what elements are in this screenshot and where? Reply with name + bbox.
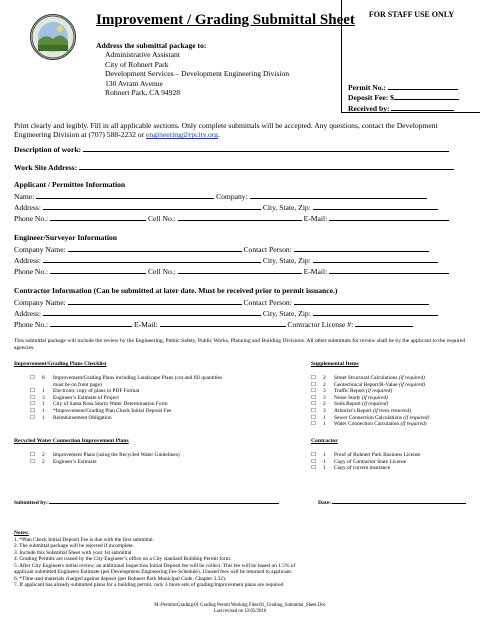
notes-section <box>14 530 469 589</box>
improvement-checklist-title: Improvement/Grading Plans Checklist <box>14 361 107 367</box>
submitted-by-field[interactable] <box>49 498 279 504</box>
phone-label: Phone No.: <box>14 267 49 276</box>
engineer-cell-field[interactable] <box>178 266 302 274</box>
checklist-item <box>30 408 230 415</box>
submitted-by-row <box>14 498 279 506</box>
note-item: 4. Grading Permits are issued by the City Engineer’s office on a City standard Building Permit form. <box>14 556 232 562</box>
address-line: 130 Avram Avenue <box>105 78 163 88</box>
item-note: (if required) <box>401 414 430 421</box>
checklist-item <box>30 459 230 466</box>
checkbox[interactable]: ☐ <box>30 414 36 421</box>
note-item: 7. If applicant has already submitted plans for a building permit, only 3 more sets of grading/improvement plans are required <box>14 582 284 588</box>
checkbox[interactable]: ☐ <box>311 401 317 408</box>
checkbox[interactable]: ☐ <box>311 465 317 472</box>
contractor-license-label: Contractor License #: <box>287 320 354 329</box>
item-quantity: 2 <box>42 452 45 458</box>
email-label: E-Mail: <box>303 267 328 276</box>
item-quantity: 2 <box>42 458 45 465</box>
date-row <box>318 498 466 506</box>
contractor-phone-row <box>14 319 413 329</box>
received-by-label: Received by: <box>348 103 390 113</box>
item-text: City of Santa Rosa Storm Water Determination Form <box>53 401 168 408</box>
item-text: Water Connection Calculation (if required) <box>334 421 427 428</box>
contractor-email-field[interactable] <box>160 319 286 327</box>
item-quantity: 3 <box>42 394 45 401</box>
permit-no-label: Permit No.: <box>348 83 386 92</box>
phone-label: Phone No.: <box>14 320 49 329</box>
address-label: Address the submittal package to: <box>96 41 207 50</box>
contractor-company-field[interactable] <box>68 297 242 305</box>
footer <box>0 603 480 614</box>
checklist-item <box>311 401 476 408</box>
item-quantity: 2 <box>323 381 326 388</box>
instructions-end: . <box>217 130 220 140</box>
applicant-phone-field[interactable] <box>50 213 146 221</box>
work-site-field[interactable] <box>79 162 454 170</box>
item-text: Sewer Connection Calculations (if required) <box>334 414 430 421</box>
checklist-item <box>311 421 476 428</box>
checkbox[interactable]: ☐ <box>30 375 36 381</box>
contractor-checklist <box>311 452 476 472</box>
item-quantity: 1 <box>323 452 326 458</box>
item-text: *Improvement/Grading Plan Check Initial Deposit Fee <box>53 407 172 414</box>
email-label: E-Mail: <box>303 214 328 223</box>
address-label: Address: <box>14 256 41 265</box>
engineer-email-field[interactable] <box>329 266 449 274</box>
item-text: Electronic copy of plans in PDF Format <box>53 388 140 395</box>
engineer-phone-field[interactable] <box>50 266 146 274</box>
item-quantity: 1 <box>323 465 326 472</box>
checklist-item <box>30 375 230 388</box>
permit-no-field[interactable] <box>388 82 458 90</box>
contractor-company-row <box>14 297 429 307</box>
improvement-checklist <box>30 375 230 421</box>
checklist-item <box>311 452 476 459</box>
instructions-body: Print clearly and legibly. Fill in all applicable sections. Only complete submittals will be accepted. Any questions, contact the Development Engineering Division at (707) 588-2232 or <box>14 121 438 140</box>
city-state-zip-label: City, State, Zip: <box>262 309 311 318</box>
checkbox[interactable]: ☐ <box>30 407 36 414</box>
engineer-address-row <box>14 255 438 265</box>
item-quantity: 1 <box>42 414 45 421</box>
engineer-phone-row <box>14 266 449 276</box>
company-label: Company: <box>216 192 248 201</box>
supplemental-checklist-title: Supplemental Items <box>311 361 359 367</box>
checkbox[interactable]: ☐ <box>30 388 36 395</box>
item-note: (if required) <box>360 401 389 408</box>
applicant-heading: Applicant / Permittee Information <box>14 180 126 189</box>
checkbox[interactable]: ☐ <box>311 388 317 395</box>
item-text: Noise Study (if required) <box>334 394 388 401</box>
staff-use-box <box>341 0 480 113</box>
footer-file-path: M:\Permits\Grading\01 Grading Permit Working Files\01_Grading_Submittal_Sheet.Doc <box>154 603 326 608</box>
city-state-zip-label: City, State, Zip: <box>262 256 311 265</box>
work-site-row <box>14 162 454 172</box>
cell-label: Cell No.: <box>147 267 176 276</box>
checkbox[interactable]: ☐ <box>311 414 317 421</box>
deposit-fee-label: Deposit Fee: $ <box>348 93 394 103</box>
checkbox[interactable]: ☐ <box>311 407 317 414</box>
item-quantity: 1 <box>323 421 326 428</box>
contact-person-label: Contact Person: <box>243 298 292 307</box>
item-note: (if required) <box>399 421 427 428</box>
engineering-email-link[interactable]: engineering@rpcity.org <box>146 130 218 140</box>
date-field[interactable] <box>332 498 466 504</box>
engineer-address-field[interactable] <box>43 255 261 263</box>
applicant-address-row <box>14 202 438 212</box>
checkbox[interactable]: ☐ <box>311 381 317 388</box>
address-line: Rohnert Park, CA 94928 <box>105 88 181 98</box>
item-quantity: 3 <box>323 394 326 401</box>
item-quantity: 1 <box>42 388 45 395</box>
applicant-name-field[interactable] <box>36 191 214 199</box>
note-item: 1. *Plan Check Initial Deposit Fee is due with the first submittal. <box>14 536 154 543</box>
checkbox[interactable]: ☐ <box>30 458 36 465</box>
item-text: Improvement/Grading Plans including Landscape Plans (cut and fill quantities must be on front page) <box>53 375 223 388</box>
contractor-phone-field[interactable] <box>50 319 132 327</box>
item-text: Traffic Report (if required) <box>334 388 393 395</box>
contractor-checklist-title: Contractor <box>311 438 338 444</box>
supplemental-checklist <box>311 375 476 428</box>
item-note: (if trees removed) <box>371 407 411 414</box>
checklist-item <box>311 408 476 415</box>
applicant-email-field[interactable] <box>329 213 449 221</box>
checkbox[interactable]: ☐ <box>30 394 36 401</box>
item-text: Street Structural Calculations (if required) <box>334 375 425 381</box>
work-site-label: Work Site Address: <box>14 163 78 172</box>
description-field[interactable] <box>83 144 449 152</box>
item-quantity: 1 <box>42 407 45 414</box>
checkbox[interactable]: ☐ <box>30 401 36 408</box>
checklist-item <box>311 465 476 472</box>
item-text: Engineer’s Estimate <box>53 458 97 465</box>
description-label: Description of work: <box>14 145 82 154</box>
note-item: applicant submitted Engineers Estimate (per Development Engineering Fee Schedule). Unused fees will be returned to applicant. <box>14 569 293 575</box>
item-note: (if required) <box>397 375 425 381</box>
item-quantity: 3 <box>323 388 326 395</box>
applicant-phone-row <box>14 213 449 223</box>
checklist-item <box>311 375 476 382</box>
contractor-contact-field[interactable] <box>294 297 429 305</box>
note-item: 6. *Time-and-materials charged against deposit (per Rohnert Park Municipal Code, Chapter 3.32). <box>14 575 227 582</box>
contractor-address-field[interactable] <box>43 308 261 316</box>
contractor-city-field[interactable] <box>313 308 438 316</box>
description-row <box>14 144 449 154</box>
note-item: 2. The submittal package will be rejected if incomplete. <box>14 543 134 549</box>
cell-label: Cell No.: <box>147 214 176 223</box>
checkbox[interactable]: ☐ <box>311 421 317 428</box>
recycled-checklist <box>30 452 230 465</box>
contractor-license-field[interactable] <box>355 319 413 327</box>
deposit-fee-field[interactable] <box>394 92 459 100</box>
item-text: Arborist’s Report (if trees removed) <box>334 407 411 414</box>
item-text: Engineer’s Estimate of Project <box>53 394 119 401</box>
company-name-label: Company Name: <box>14 245 66 254</box>
address-label: Address: <box>14 309 41 318</box>
item-note: (if required) <box>360 394 388 401</box>
email-label: E-Mail: <box>133 320 158 329</box>
item-text: Geotechnical Report/R-Value (if required) <box>334 381 426 388</box>
contractor-address-row <box>14 308 438 318</box>
item-quantity: 1 <box>323 414 326 421</box>
engineer-city-field[interactable] <box>313 255 438 263</box>
submitted-by-label: Submitted by: <box>14 500 49 506</box>
engineer-contact-field[interactable] <box>294 244 429 252</box>
note-item: 5. After City Engineers initial review, an additional Inspection Initial Deposit fee will be collect. This fee will be based on 1.5% of <box>14 562 296 569</box>
applicant-cell-field[interactable] <box>178 213 302 221</box>
item-quantity: 2 <box>323 401 326 408</box>
checklist-item <box>30 401 230 408</box>
staff-box-title: FOR STAFF USE ONLY <box>368 10 455 19</box>
engineer-heading: Engineer/Surveyor Information <box>14 233 118 242</box>
checklist-item <box>30 415 230 422</box>
checklist-item <box>311 388 476 395</box>
item-text: Copy of current insurance <box>334 465 391 472</box>
address-block <box>96 41 289 97</box>
instructions-text <box>14 121 469 140</box>
address-line: City of Rohnert Park <box>105 59 169 69</box>
applicant-address-field[interactable] <box>43 202 261 210</box>
checkbox[interactable]: ☐ <box>311 394 317 401</box>
contractor-heading: Contractor Information (Can be submitted at later date. Must be received prior to permit issuance.) <box>14 286 338 295</box>
address-line: Development Services – Development Engineering Division <box>105 69 290 79</box>
footer-revised-date: Last revised on 12/05/2016 <box>213 608 267 614</box>
item-quantity: 2 <box>323 375 326 381</box>
note-item: 3. Include this Submittal Sheet with your 1st submittal <box>14 549 132 556</box>
company-name-label: Company Name: <box>14 298 66 307</box>
address-line: Administrative Assistant <box>105 50 180 60</box>
package-note: This submittal package will include the review by the Engineering, Public Safety, Public Works, Planning and Building Divisions. All other submittals for review shall be by the applicant to the required agencies. <box>14 338 466 351</box>
notes-title: Notes: <box>14 530 29 536</box>
item-quantity: 3 <box>323 407 326 414</box>
checkbox[interactable]: ☐ <box>311 375 317 381</box>
item-note: (if required) <box>364 388 393 395</box>
date-label: Date: <box>318 500 332 506</box>
item-text: Proof of Rohnert Park Business License <box>334 452 421 458</box>
contact-person-label: Contact Person: <box>243 245 292 254</box>
checkbox[interactable]: ☐ <box>311 458 317 465</box>
checkbox[interactable]: ☐ <box>311 452 317 458</box>
item-text: Soils Report (if required) <box>334 401 389 408</box>
item-text: Reimbursement Obligation <box>53 414 112 421</box>
recycled-checklist-title: Recycled Water Connection Improvement Plans <box>14 438 129 444</box>
item-text: Improvement Plans (using the Recycled Water Guidelines) <box>53 452 180 458</box>
applicant-company-field[interactable] <box>250 191 427 199</box>
item-quantity: 1 <box>323 458 326 465</box>
page-title: Improvement / Grading Submittal Sheet <box>96 12 355 28</box>
applicant-name-row <box>14 191 427 201</box>
city-seal-logo <box>30 14 76 60</box>
item-note: (if required) <box>397 381 426 388</box>
item-quantity: 1 <box>42 401 45 408</box>
applicant-city-field[interactable] <box>313 202 438 210</box>
checklist-item <box>30 388 230 395</box>
checklist-item <box>30 452 230 459</box>
city-state-zip-label: City, State, Zip: <box>262 203 311 212</box>
address-label: Address: <box>14 203 41 212</box>
item-quantity: 8 <box>42 375 45 381</box>
checkbox[interactable]: ☐ <box>30 452 36 458</box>
received-by-field[interactable] <box>391 103 454 111</box>
name-label: Name: <box>14 192 35 201</box>
item-text: Copy of Contractor State License <box>334 458 407 465</box>
engineer-company-field[interactable] <box>68 244 242 252</box>
phone-label: Phone No.: <box>14 214 49 223</box>
engineer-company-row <box>14 244 429 254</box>
